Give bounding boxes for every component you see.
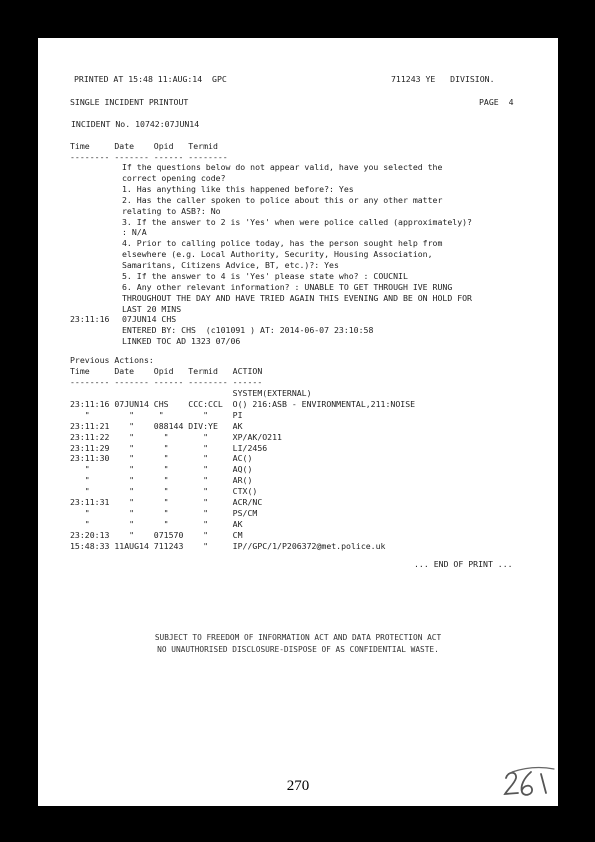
division-ref: 711243 YE DIVISION. [391,74,495,84]
action-row: " " " " AQ() [70,464,253,475]
question-line: elsewhere (e.g. Local Authority, Security, Housing Association, [122,249,433,260]
question-line: 4. Prior to calling police today, has the person sought help from [122,238,443,249]
foi-notice-line-1: SUBJECT TO FREEDOM OF INFORMATION ACT AND DATA PROTECTION ACT [154,633,442,642]
previous-column-headers: Time Date Opid Termid ACTION [70,366,263,376]
page-number: 270 [286,778,310,794]
entered-by-line: ENTERED BY: CHS (c101091 ) AT: 2014-06-07 23:10:58 [122,325,374,335]
action-row: 23:20:13 " 071570 " CM [70,529,243,540]
action-row: " " " " PI [70,409,243,420]
foi-notice-line-2: NO UNAUTHORISED DISCLOSURE-DISPOSE OF AS CONFIDENTIAL WASTE. [157,645,439,654]
previous-actions-heading: Previous Actions: [70,355,154,365]
question-line: relating to ASB?: No [122,205,221,216]
action-row: 23:11:30 " " " AC() [70,453,253,464]
action-row: 23:11:16 07JUN14 CHS CCC:CCL O() 216:ASB - ENVIRONMENTAL,211:NOISE [70,398,416,409]
question-line: 5. If the answer to 4 is 'Yes' please state who? : COUCNIL [122,271,408,281]
question-line: 6. Any other relevant information? : UNABLE TO GET THROUGH IVE RUNG [122,281,453,292]
question-line: Samaritans, Citizens Advice, BT, etc.)?: Yes [122,260,339,271]
document-page [38,38,558,806]
previous-actions-table [70,388,540,558]
linked-toc-line: LINKED TOC AD 1323 07/06 [122,336,241,346]
question-line: correct opening code? [122,172,226,183]
question-line: 1. Has anything like this happened before?: Yes [122,183,354,194]
top-header-rule: -------- ------- ------ -------- [70,152,228,162]
question-line: If the questions below do not appear valid, have you selected the [122,162,443,172]
incident-number: INCIDENT No. 10742:07JUN14 [71,119,200,129]
action-row: 23:11:22 " " " XP/AK/O211 [70,431,282,442]
entry-time: 23:11:16 [70,314,110,324]
top-column-headers: Time Date Opid Termid [70,141,218,151]
entry-date-opid: 07JUN14 CHS [122,314,177,324]
question-line: 3. If the answer to 2 is 'Yes' when were police called (approximately)? [122,216,472,227]
end-of-print: ... END OF PRINT ... [414,559,513,569]
printout-title: SINGLE INCIDENT PRINTOUT [70,97,189,107]
action-row: 23:11:21 " 088144 DIV:YE AK [70,420,243,431]
action-row: SYSTEM(EXTERNAL) [70,388,312,398]
action-row: " " " " PS/CM [70,507,258,518]
action-row: " " " " AR() [70,475,253,486]
action-row: 23:11:29 " " " LI/2456 [70,442,268,453]
question-text-block [122,162,542,322]
page-label: PAGE 4 [479,97,514,107]
handwritten-page-number [500,762,556,802]
action-row: " " " " CTX() [70,486,258,497]
previous-header-rule: -------- ------- ------ -------- ------ [70,377,263,387]
action-row: 15:48:33 11AUG14 711243 " IP//GPC/1/P206372@met.police.uk [70,540,386,551]
question-line: : N/A [122,227,147,238]
question-line: THROUGHOUT THE DAY AND HAVE TRIED AGAIN THIS EVENING AND BE ON HOLD FOR [122,292,472,303]
printed-at-line: PRINTED AT 15:48 11:AUG:14 GPC [74,74,227,84]
action-row: 23:11:31 " " " ACR/NC [70,497,263,507]
question-line: 2. Has the caller spoken to police about this or any other matter [122,194,443,205]
question-line: LAST 20 MINS [122,303,182,314]
action-row: " " " " AK [70,518,243,529]
